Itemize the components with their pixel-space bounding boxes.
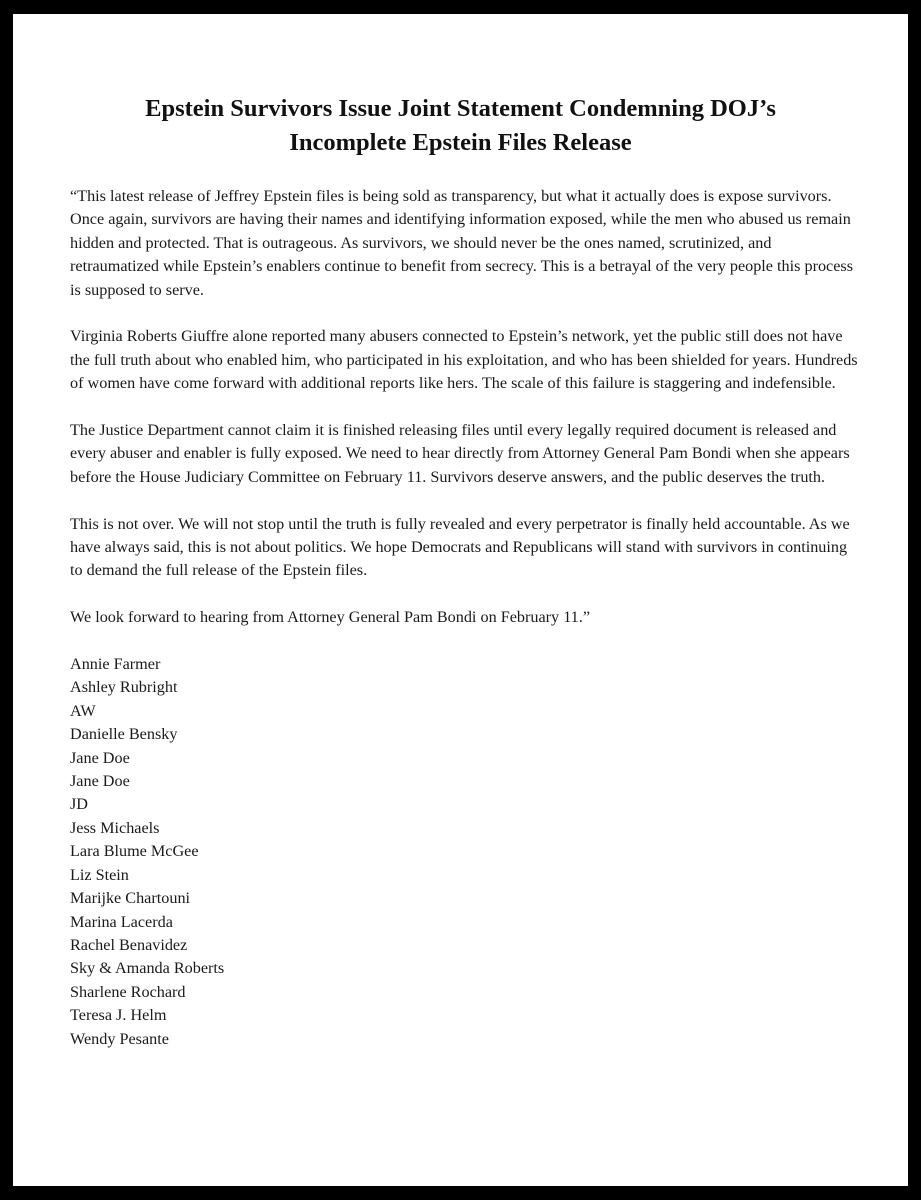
signatory-name: Jane Doe xyxy=(70,748,130,767)
paragraph-1: “This latest release of Jeffrey Epstein files is being sold as transparency, but what it actually does is expose survivors. Once again, survivors are having their names and identifying information exposed, while the men who abused us remain hidden and protected. That is outrageous. As survivors, we should never be the ones named, scrutinized, and retraumatized while Epstein’s enablers continue to benefit from secrecy. This is a betrayal of the very people this process is supposed to serve. xyxy=(70,187,854,299)
signatory-name: Teresa J. Helm xyxy=(70,1006,167,1025)
document-page xyxy=(13,14,908,1186)
paragraph-3: The Justice Department cannot claim it is finished releasing files until every legally required document is released and every abuser and enabler is fully exposed. We need to hear directly from Attorney General Pam Bondi when she appears before the House Judiciary Committee on February 11. Survivors deserve answers, and the public deserves the truth. xyxy=(70,421,850,486)
signatory-name: Jess Michaels xyxy=(70,818,160,837)
signatory-name: AW xyxy=(70,701,96,720)
signatory-name: Rachel Benavidez xyxy=(70,935,188,954)
title-line-2: Incomplete Epstein Files Release xyxy=(289,129,632,156)
signatory-list xyxy=(70,653,860,1051)
signatory-name: Liz Stein xyxy=(70,865,129,884)
paragraph-5: We look forward to hearing from Attorney General Pam Bondi on February 11.” xyxy=(70,608,591,627)
signatory-name: Marina Lacerda xyxy=(70,912,173,931)
statement-body xyxy=(70,185,860,1051)
signatory-name: Sky & Amanda Roberts xyxy=(70,959,225,978)
signatory-name: Wendy Pesante xyxy=(70,1029,169,1048)
paragraph-2: Virginia Roberts Giuffre alone reported many abusers connected to Epstein’s network, yet the public still does not have the full truth about who enabled him, who participated in his exploitation, and who has been shielded for years. Hundreds of women have come forward with additional reports like hers. The scale of this failure is staggering and indefensible. xyxy=(70,327,858,393)
signatory-name: Annie Farmer xyxy=(70,655,161,674)
signatory-name: JD xyxy=(70,795,88,814)
signatory-name: Sharlene Rochard xyxy=(70,982,186,1001)
signatory-name: Ashley Rubright xyxy=(70,678,178,697)
page-title xyxy=(53,92,868,160)
signatory-name: Jane Doe xyxy=(70,772,130,791)
signatory-name: Marijke Chartouni xyxy=(70,889,191,908)
signatory-name: Lara Blume McGee xyxy=(70,842,199,861)
signatory-name: Danielle Bensky xyxy=(70,725,178,744)
paragraph-4: This is not over. We will not stop until the truth is fully revealed and every perpetrator is finally held accountable. As we have always said, this is not about politics. We hope Democrats and Republicans will stand with survivors in continuing to demand the full release of the Epstein files. xyxy=(70,514,850,580)
title-line-1: Epstein Survivors Issue Joint Statement Condemning DOJ’s xyxy=(145,95,776,122)
